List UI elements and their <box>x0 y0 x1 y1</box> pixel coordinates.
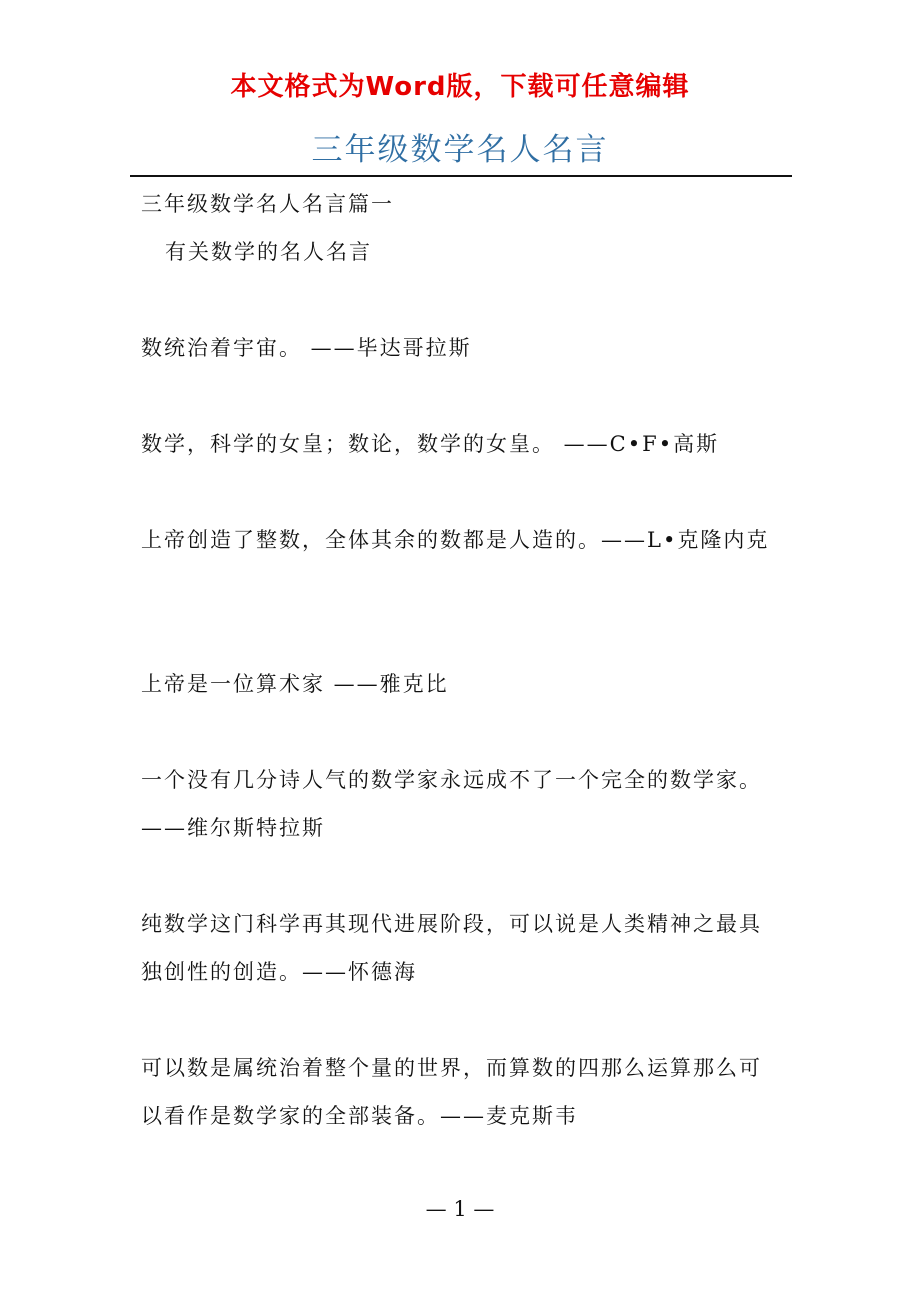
quote-paragraph: 一个没有几分诗人气的数学家永远成不了一个完全的数学家。——维尔斯特拉斯 <box>141 768 762 840</box>
quote-paragraph: 上帝是一位算术家 ——雅克比 <box>141 672 449 696</box>
document-title: 三年级数学名人名言 <box>311 132 609 168</box>
section-heading: 三年级数学名人名言篇一 <box>141 192 394 216</box>
quote-paragraph: 纯数学这门科学再其现代进展阶段，可以说是人类精神之最具独创性的创造。——怀德海 <box>141 912 762 984</box>
quote-paragraph: 数学，科学的女皇；数论，数学的女皇。 ——C•F•高斯 <box>141 432 720 456</box>
title-divider <box>130 175 792 177</box>
quote-paragraph: 上帝创造了整数，全体其余的数都是人造的。——L•克隆内克 <box>141 528 770 552</box>
page-number: — 1 — <box>425 1197 495 1221</box>
section-subheading: 有关数学的名人名言 <box>165 240 372 264</box>
quote-paragraph: 数统治着宇宙。 ——毕达哥拉斯 <box>141 336 472 360</box>
download-banner: 本文格式为Word版，下载可任意编辑 <box>230 72 690 102</box>
quote-paragraph: 可以数是属统治着整个量的世界，而算数的四那么运算那么可以看作是数学家的全部装备。——麦克斯韦 <box>141 1056 762 1128</box>
